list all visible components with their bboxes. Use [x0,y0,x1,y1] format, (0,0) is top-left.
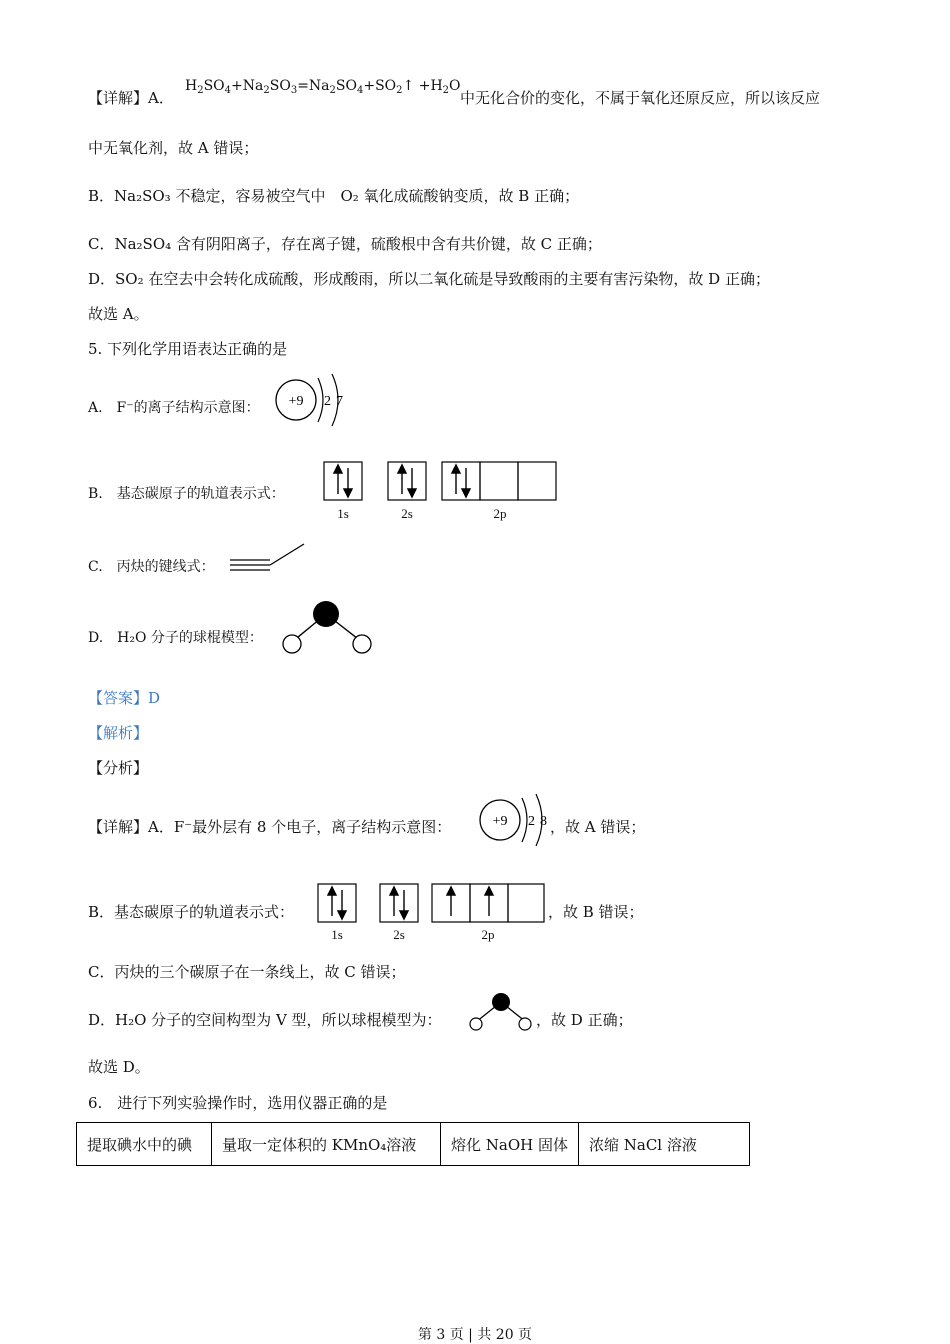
q5-detail-d-end: ，故 D 正确； [536,1011,633,1029]
page-footer: 第 3 页 | 共 20 页 [417,1327,533,1343]
q5-answer: 【答案】D [88,689,161,707]
q4-option-c-detail: C．Na₂SO₄ 含有阴阳离子，存在离子键，硫酸根中含有共价键，故 C 正确； [88,235,602,253]
q5-option-b: B. 基态碳原子的轨道表示式： [88,486,285,502]
q4-choice: 故选 A。 [88,305,149,323]
hydrogen-atom [519,1018,531,1030]
nucleus-charge: +9 [492,814,508,829]
shell-electrons-2: 8 [540,814,547,829]
orbital-label-2s: 2s [401,506,413,521]
orbital-label-1s: 1s [337,506,349,521]
hydrogen-atom [470,1018,482,1030]
q5-choice: 故选 D。 [88,1058,150,1076]
nucleus-charge: +9 [288,394,304,409]
orbital-diagram-detail [314,880,546,944]
orbital-2s-box [388,462,426,500]
shell-electrons-1: 2 [528,814,535,829]
shell-electrons-1: 2 [324,394,331,409]
oxygen-atom [313,601,339,627]
ion-structure-diagram-detail [476,792,548,848]
q5-detail-b-end: ，故 B 错误； [548,903,644,921]
table-cell: 量取一定体积的 KMnO₄溶液 [212,1123,441,1166]
q4-option-d-detail: D．SO₂ 在空去中会转化成硫酸，形成酸雨，所以二氧化硫是导致酸雨的主要有害污染物，故 D 正确； [88,270,770,288]
q6-stem: 6. 进行下列实验操作时，选用仪器正确的是 [88,1094,388,1112]
orbital-label-1s: 1s [331,927,343,942]
reaction-equation: $H_2SO_4+Na_2SO_3=Na_2SO_4+SO_2↑ +H_2O$ [185,78,461,96]
table-cell: 熔化 NaOH 固体 [441,1123,579,1166]
electron-arrows [334,465,470,497]
q5-option-a: A. F⁻的离子结构示意图： [88,400,260,416]
q5-detail-a: 【详解】A．F⁻最外层有 8 个电子，离子结构示意图： [88,818,452,836]
orbital-2p-box-3 [508,884,544,922]
shell-arc-1 [318,378,323,422]
detail-a-prefix: 【详解】A． [88,89,174,107]
orbital-2p-box-1 [442,462,480,500]
oxygen-atom [492,993,510,1011]
shell-electrons-2: 7 [336,394,343,409]
hydrogen-atom [283,635,301,653]
table-cell: 提取碘水中的碘 [77,1123,212,1166]
water-ball-stick-model-detail [466,990,536,1036]
orbital-1s-box [318,884,356,922]
ion-structure-diagram-a [272,372,342,428]
propyne-skeletal-formula [228,540,308,576]
q5-option-c: C. 丙炔的键线式： [88,559,215,575]
orbital-2s-box [380,884,418,922]
orbital-2p-box-3 [518,462,556,500]
q5-analysis-label: 【解析】 [88,724,149,742]
orbital-label-2p: 2p [493,506,507,521]
shell-arc-1 [522,798,527,842]
detail-a-suffix: 中无化合价的变化，不属于氧化还原反应，所以该反应 [460,89,821,107]
table-cell: 浓缩 NaCl 溶液 [578,1123,749,1166]
q5-fenxi-label: 【分析】 [88,759,149,777]
q4-option-b-detail: B．Na₂SO₃ 不稳定，容易被空气中 O₂ 氧化成硫酸钠变质，故 B 正确； [88,187,580,205]
q5-detail-c: C．丙炔的三个碳原子在一条线上，故 C 错误； [88,963,406,981]
q5-option-d: D. H₂O 分子的球棍模型： [88,630,263,646]
table-row [77,1123,750,1166]
orbital-diagram-b [320,460,560,524]
q5-detail-a-end: ，故 A 错误； [550,818,646,836]
q5-detail-d: D．H₂O 分子的空间构型为 V 型，所以球棍模型为： [88,1011,442,1029]
q6-instrument-table [76,1122,750,1166]
orbital-label-2s: 2s [393,927,405,942]
q5-stem: 5. 下列化学用语表达正确的是 [88,340,288,358]
hydrogen-atom [353,635,371,653]
water-ball-stick-model [278,598,378,658]
orbital-1s-box [324,462,362,500]
orbital-2p-box-2 [480,462,518,500]
q5-detail-b: B．基态碳原子的轨道表示式： [88,903,295,921]
detail-a-line [88,88,174,108]
detail-a-line2: 中无氧化剂，故 A 错误； [88,139,259,157]
orbital-label-2p: 2p [481,927,495,942]
electron-arrows [328,887,493,919]
